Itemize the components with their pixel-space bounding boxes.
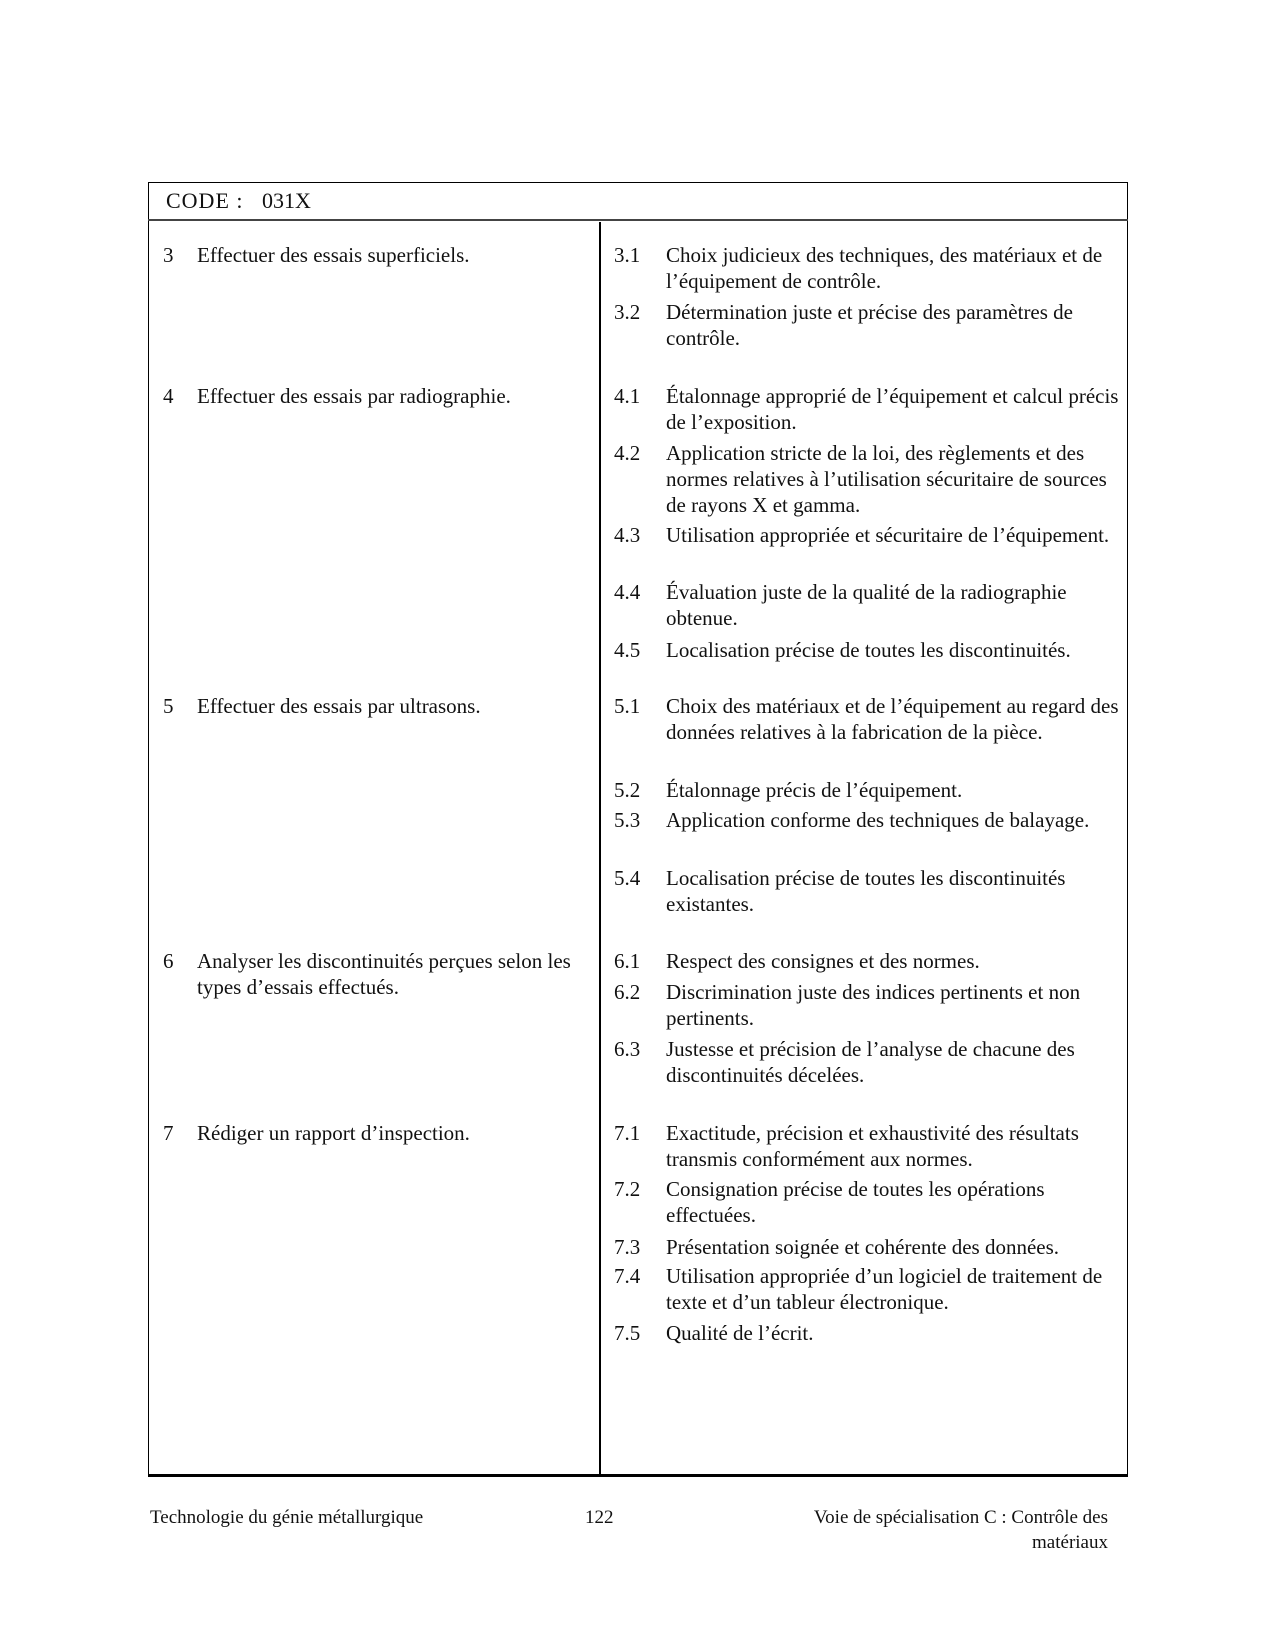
competency-text: Rédiger un rapport d’inspection. xyxy=(197,1121,470,1145)
competency-number: 6 xyxy=(163,949,174,973)
competency-text: Analyser les discontinuités perçues selon les types d’essais effectués. xyxy=(197,949,571,999)
criterion-number: 5.2 xyxy=(614,778,641,802)
code-label: CODE : xyxy=(166,188,244,213)
criterion-number: 4.5 xyxy=(614,638,641,662)
criterion-number: 4.1 xyxy=(614,384,641,408)
criterion-number: 7.4 xyxy=(614,1264,641,1288)
criterion-number: 4.3 xyxy=(614,523,641,547)
criterion-text: Évaluation juste de la qualité de la radiographie obtenue. xyxy=(666,580,1067,630)
criterion-text: Application stricte de la loi, des règlements et des normes relatives à l’utilisation sécuritaire de sources de rayons X et gamma. xyxy=(666,441,1107,517)
criterion-number: 5.3 xyxy=(614,808,641,832)
competency-number: 7 xyxy=(163,1121,174,1145)
criterion-text: Utilisation appropriée et sécuritaire de l’équipement. xyxy=(666,523,1110,547)
criterion-number: 5.4 xyxy=(614,866,641,890)
criterion-number: 4.4 xyxy=(614,580,641,604)
criterion-number: 4.2 xyxy=(614,441,641,465)
criterion-text: Localisation précise de toutes les discontinuités. xyxy=(666,638,1071,662)
criterion-text: Discrimination juste des indices pertinents et non pertinents. xyxy=(666,980,1081,1030)
code-header xyxy=(148,182,1128,221)
criterion-number: 7.1 xyxy=(614,1121,641,1145)
competency-text: Effectuer des essais par ultrasons. xyxy=(197,694,481,718)
criterion-text: Localisation précise de toutes les discontinuités existantes. xyxy=(666,866,1066,916)
criterion-number: 7.3 xyxy=(614,1235,641,1259)
criterion-text: Détermination juste et précise des paramètres de contrôle. xyxy=(666,300,1073,350)
footer-specialization: Voie de spécialisation C : Contrôle des matériaux xyxy=(813,1507,1108,1553)
criterion-number: 7.2 xyxy=(614,1177,641,1201)
criterion-number: 3.2 xyxy=(614,300,641,324)
criterion-number: 6.2 xyxy=(614,980,641,1004)
criterion-text: Étalonnage approprié de l’équipement et calcul précis de l’exposition. xyxy=(666,384,1119,434)
criterion-text: Application conforme des techniques de balayage. xyxy=(666,808,1090,832)
page-number: 122 xyxy=(585,1507,614,1528)
competency-number: 5 xyxy=(163,694,174,718)
criterion-text: Utilisation appropriée d’un logiciel de traitement de texte et d’un tableur électronique. xyxy=(666,1264,1103,1314)
code-value: 031X xyxy=(262,188,311,213)
criterion-text: Choix des matériaux et de l’équipement au regard des données relatives à la fabrication de la pièce. xyxy=(666,694,1119,744)
column-divider xyxy=(599,222,601,1477)
competency-text: Effectuer des essais par radiographie. xyxy=(197,384,511,408)
criterion-number: 6.3 xyxy=(614,1037,641,1061)
criterion-number: 7.5 xyxy=(614,1321,641,1345)
criterion-number: 3.1 xyxy=(614,243,641,267)
criterion-text: Respect des consignes et des normes. xyxy=(666,949,980,973)
criterion-text: Étalonnage précis de l’équipement. xyxy=(666,778,963,802)
criterion-number: 5.1 xyxy=(614,694,641,718)
footer-program-title: Technologie du génie métallurgique xyxy=(150,1507,424,1528)
criterion-number: 6.1 xyxy=(614,949,641,973)
competency-text: Effectuer des essais superficiels. xyxy=(197,243,470,267)
competency-number: 3 xyxy=(163,243,174,267)
criterion-text: Consignation précise de toutes les opérations effectuées. xyxy=(666,1177,1045,1227)
criterion-text: Choix judicieux des techniques, des matériaux et de l’équipement de contrôle. xyxy=(666,243,1103,293)
criterion-text: Exactitude, précision et exhaustivité des résultats transmis conformément aux normes. xyxy=(666,1121,1079,1171)
criterion-text: Présentation soignée et cohérente des données. xyxy=(666,1235,1060,1259)
competency-number: 4 xyxy=(163,384,174,408)
criterion-text: Qualité de l’écrit. xyxy=(666,1321,814,1345)
criterion-text: Justesse et précision de l’analyse de chacune des discontinuités décelées. xyxy=(666,1037,1075,1087)
